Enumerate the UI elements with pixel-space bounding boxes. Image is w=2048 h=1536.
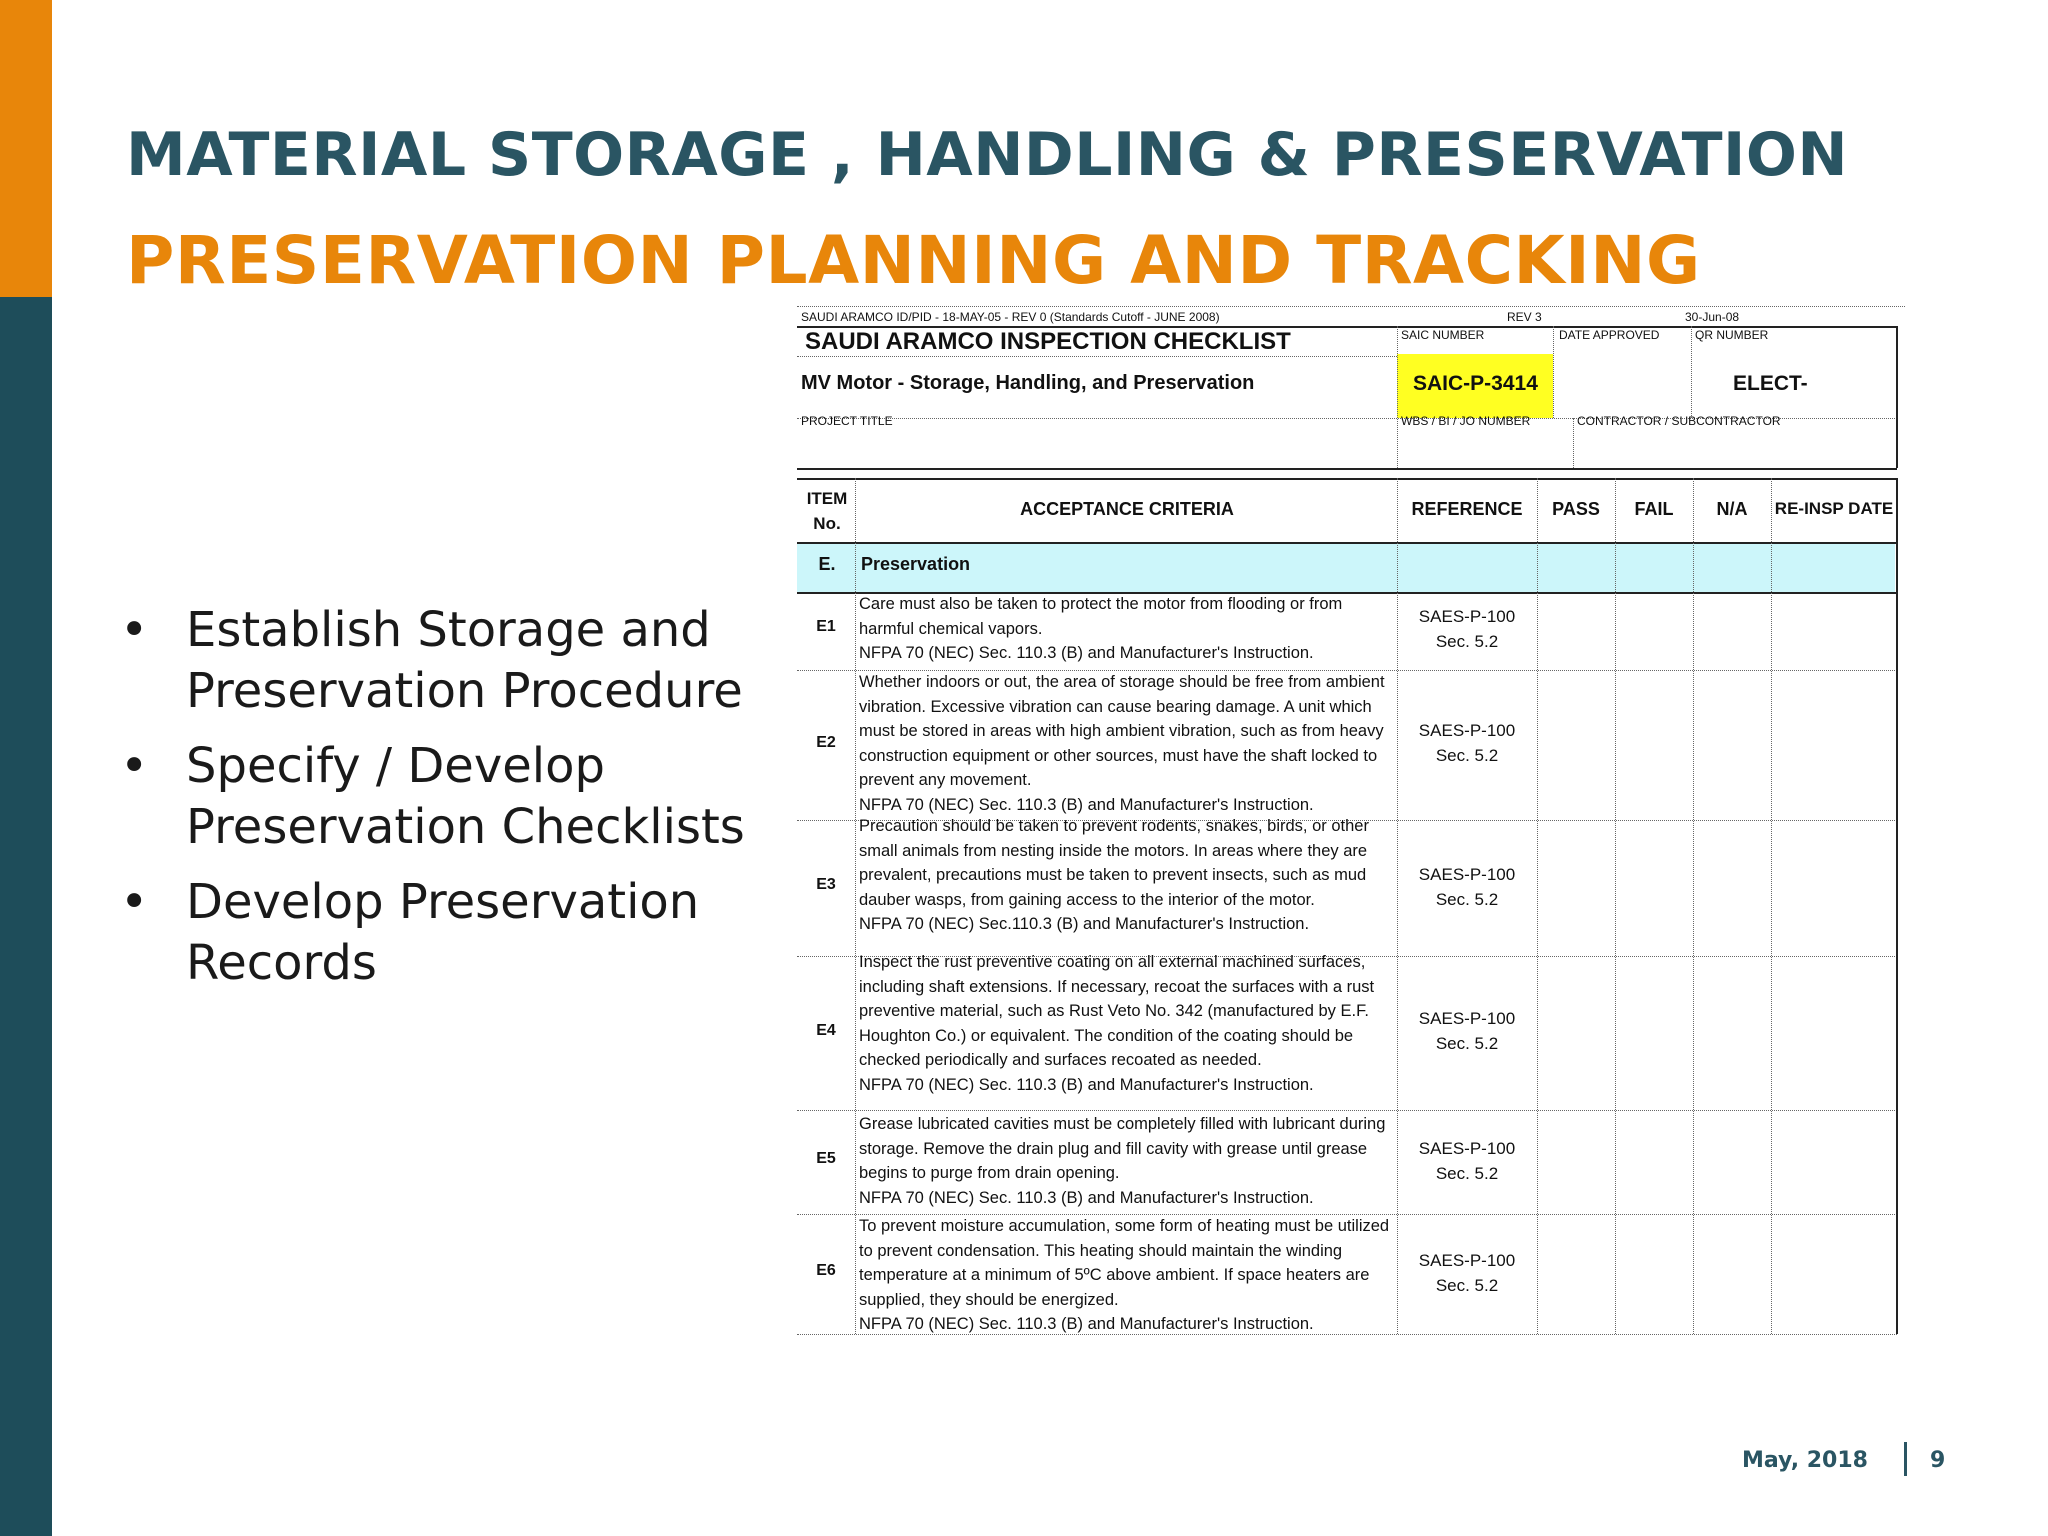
item-criteria xyxy=(859,592,1399,666)
accent-bar-orange xyxy=(0,0,52,297)
bullet-item xyxy=(120,872,760,994)
contractor-label: CONTRACTOR / SUBCONTRACTOR xyxy=(1577,414,1781,428)
project-title-label: PROJECT TITLE xyxy=(801,414,893,428)
inspection-checklist xyxy=(797,306,1905,1336)
footer-divider xyxy=(1904,1442,1907,1476)
reference-section: Sec. 5.2 xyxy=(1435,1276,1499,1295)
saic-number-label: SAIC NUMBER xyxy=(1401,328,1485,342)
reference-standard: SAES-P-100 xyxy=(1418,1009,1516,1028)
bullet-dot-icon: • xyxy=(120,738,149,794)
item-reference xyxy=(1397,1136,1537,1186)
item-criteria xyxy=(859,1214,1399,1337)
reference-standard: SAES-P-100 xyxy=(1418,1139,1516,1158)
wbs-label: WBS / BI / JO NUMBER xyxy=(1401,414,1531,428)
bullet-list xyxy=(120,600,760,1008)
reference-section: Sec. 5.2 xyxy=(1435,746,1499,765)
reference-section: Sec. 5.2 xyxy=(1435,632,1499,651)
bullet-text: Specify / Develop Preservation Checklists xyxy=(186,738,745,855)
section-code: E. xyxy=(818,554,836,574)
checklist-top-line: SAUDI ARAMCO ID/PID - 18-MAY-05 - REV 0 (Standards Cutoff - JUNE 2008) xyxy=(801,310,1220,324)
item-reference xyxy=(1397,862,1537,912)
qr-number-label: QR NUMBER xyxy=(1695,328,1769,342)
bullet-dot-icon: • xyxy=(120,602,149,658)
criteria-citation: NFPA 70 (NEC) Sec. 110.3 (B) and Manufacturer's Instruction. xyxy=(859,1075,1314,1094)
item-criteria xyxy=(859,1112,1399,1210)
date-approved-label: DATE APPROVED xyxy=(1559,328,1660,342)
criteria-citation: NFPA 70 (NEC) Sec. 110.3 (B) and Manufacturer's Instruction. xyxy=(859,795,1314,814)
qr-number-value: ELECT- xyxy=(1733,372,1808,395)
bullet-text: Establish Storage and Preservation Procedure xyxy=(186,602,743,719)
item-number: E2 xyxy=(816,734,836,751)
item-reference xyxy=(1397,1248,1537,1298)
reference-section: Sec. 5.2 xyxy=(1435,890,1499,909)
reference-standard: SAES-P-100 xyxy=(1418,721,1516,740)
reference-standard: SAES-P-100 xyxy=(1418,607,1516,626)
criteria-text: Grease lubricated cavities must be completely filled with lubricant during storage. Remove the drain plug and fill cavity with grease until grease begins to purge from drain opening. xyxy=(859,1115,1386,1182)
column-reinsp-header: RE-INSP DATE xyxy=(1774,499,1894,518)
column-na-header: N/A xyxy=(1716,499,1748,519)
reference-standard: SAES-P-100 xyxy=(1418,865,1516,884)
accent-bar-teal xyxy=(0,297,52,1536)
criteria-text: Inspect the rust preventive coating on all external machined surfaces, including shaft extensions. If necessary, recoat the surfaces with a rust preventive material, such as Rust Veto No. 342 (manufactured by E.F. Houghton Co.) or equivalent. The condition of the coating should be checked periodically and surfaces recoated as needed. xyxy=(859,953,1375,1069)
criteria-text: Whether indoors or out, the area of storage should be free from ambient vibration. Excessive vibration can cause bearing damage. A unit which must be stored in areas with high ambient vibration, such as from heavy construction equipment or other sources, must have the shaft locked to prevent any movement. xyxy=(859,673,1385,789)
slide-subtitle: PRESERVATION PLANNING AND TRACKING xyxy=(126,222,1701,299)
criteria-citation: NFPA 70 (NEC) Sec. 110.3 (B) and Manufacturer's Instruction. xyxy=(859,1315,1314,1333)
item-reference xyxy=(1397,1006,1537,1056)
bullet-item xyxy=(120,736,760,858)
item-number: E3 xyxy=(816,876,836,893)
checklist-rev: REV 3 xyxy=(1507,310,1542,324)
checklist-rev-date: 30-Jun-08 xyxy=(1685,310,1740,324)
column-item-line1: ITEM xyxy=(806,489,848,508)
item-reference xyxy=(1397,718,1537,768)
column-criteria-header: ACCEPTANCE CRITERIA xyxy=(1020,499,1234,519)
slide-title: MATERIAL STORAGE , HANDLING & PRESERVATION xyxy=(126,120,1849,190)
reference-section: Sec. 5.2 xyxy=(1435,1164,1499,1183)
criteria-citation: NFPA 70 (NEC) Sec. 110.3 (B) and Manufacturer's Instruction. xyxy=(859,1188,1314,1207)
item-reference xyxy=(1397,604,1537,654)
checklist-title: SAUDI ARAMCO INSPECTION CHECKLIST xyxy=(805,328,1291,355)
item-number: E6 xyxy=(816,1262,836,1279)
item-number: E1 xyxy=(816,618,836,635)
column-item-header xyxy=(801,486,853,536)
bullet-item xyxy=(120,600,760,722)
criteria-citation: NFPA 70 (NEC) Sec.110.3 (B) and Manufacturer's Instruction. xyxy=(859,915,1310,933)
reference-standard: SAES-P-100 xyxy=(1418,1251,1516,1270)
item-number: E4 xyxy=(816,1022,836,1039)
bullet-dot-icon: • xyxy=(120,874,149,930)
criteria-citation: NFPA 70 (NEC) Sec. 110.3 (B) and Manufacturer's Instruction. xyxy=(859,644,1314,662)
item-number: E5 xyxy=(816,1150,836,1167)
criteria-text: Precaution should be taken to prevent rodents, snakes, birds, or other small animals from nesting inside the motors. In areas where they are prevalent, precautions must be taken to prevent insects, such as mud dauber wasps, from gaining access to the interior of the motor. xyxy=(859,817,1369,909)
page-number: 9 xyxy=(1930,1448,1946,1473)
column-item-line2: No. xyxy=(813,514,841,533)
footer-date: May, 2018 xyxy=(1742,1448,1868,1473)
column-fail-header: FAIL xyxy=(1634,499,1674,519)
column-pass-header: PASS xyxy=(1552,499,1600,519)
column-reference-header: REFERENCE xyxy=(1411,499,1523,519)
item-criteria xyxy=(859,814,1399,937)
saic-number-value: SAIC-P-3414 xyxy=(1413,372,1538,395)
item-criteria xyxy=(859,950,1399,1097)
checklist-subject: MV Motor - Storage, Handling, and Preservation xyxy=(801,372,1255,394)
criteria-text: Care must also be taken to protect the motor from flooding or from harmful chemical vapors. xyxy=(859,595,1343,638)
reference-section: Sec. 5.2 xyxy=(1435,1034,1499,1053)
item-criteria xyxy=(859,670,1399,817)
section-name: Preservation xyxy=(861,554,971,574)
criteria-text: To prevent moisture accumulation, some form of heating must be utilized to prevent condensation. This heating should maintain the winding temperature at a minimum of 5ºC above ambient. If space heaters are supplied, they should be energized. xyxy=(859,1217,1390,1309)
bullet-text: Develop Preservation Records xyxy=(186,874,700,991)
